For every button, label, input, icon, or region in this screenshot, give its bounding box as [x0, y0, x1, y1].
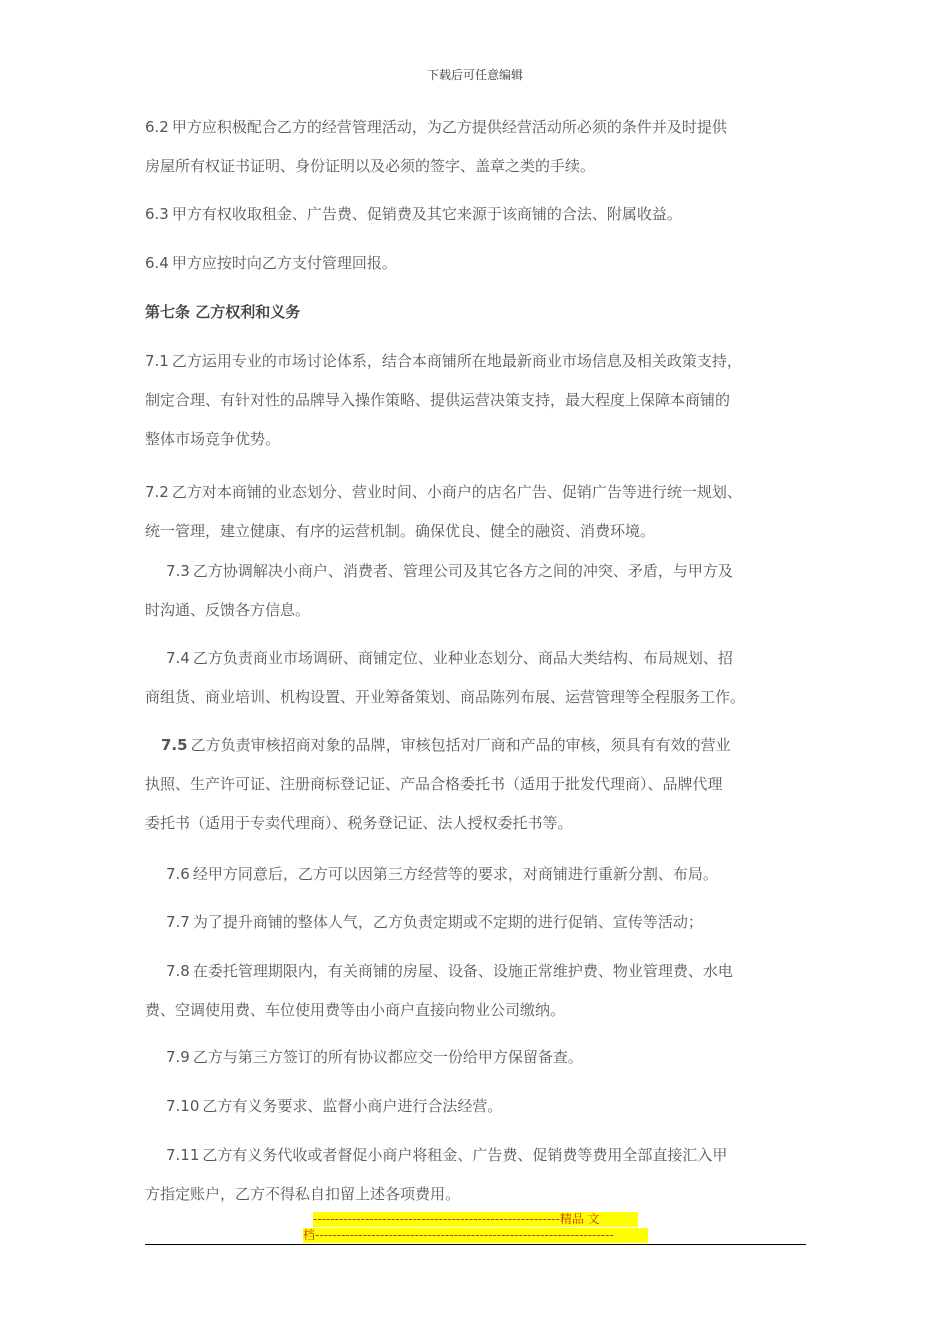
page-header: 下载后可任意编辑 — [426, 68, 523, 82]
clause-text-line: 经甲方同意后，乙方可以因第三方经营等的要求，对商铺进行重新分割、布局。 — [192, 865, 718, 883]
clause-text-line: 房屋所有权证书证明、身份证明以及必须的签字、盖章之类的手续。 — [145, 157, 596, 175]
clause-text-line: 时沟通、反馈各方信息。 — [145, 601, 311, 619]
clause-7-5 — [145, 726, 810, 843]
clause-text-line: 为了提升商铺的整体人气，乙方负责定期或不定期的进行促销、宣传等活动； — [192, 913, 703, 931]
clause-text-line: 委托书（适用于专卖代理商）、税务登记证、法人授权委托书等。 — [145, 814, 573, 832]
clause-text-line: 统一管理，建立健康、有序的运营机制。确保优良、健全的融资、消费环境。 — [145, 522, 656, 540]
clause-text-line: 甲方应按时向乙方支付管理回报。 — [171, 254, 397, 272]
clause-text-line: 乙方对本商铺的业态划分、营业时间、小商户的店名广告、促销广告等进行统一规划、 — [171, 483, 742, 501]
clause-7-9 — [145, 1038, 810, 1077]
clause-number: 7.5 — [161, 736, 188, 754]
clause-number: 6.4 — [145, 254, 169, 272]
clause-number: 7.4 — [166, 649, 190, 667]
clause-text-line: 乙方有义务要求、监督小商户进行合法经营。 — [202, 1097, 503, 1115]
clause-text-line: 商组货、商业培训、机构设置、开业筹备策划、商品陈列布展、运营管理等全程服务工作。 — [145, 688, 746, 706]
clause-text-line: 费、空调使用费、车位使用费等由小商户直接向物业公司缴纳。 — [145, 1001, 566, 1019]
clause-text-line: 乙方有义务代收或者督促小商户将租金、广告费、促销费等费用全部直接汇入甲 — [202, 1146, 728, 1164]
clause-text-line: 乙方负责审核招商对象的品牌，审核包括对厂商和产品的审核，须具有有效的营业 — [190, 736, 731, 754]
clause-6-4 — [145, 244, 810, 283]
clause-7-4 — [145, 639, 810, 717]
clause-text-line: 制定合理、有针对性的品牌导入操作策略、提供运营决策支持，最大程度上保障本商铺的 — [145, 391, 731, 409]
clause-text-line: 甲方应积极配合乙方的经营管理活动，为乙方提供经营活动所必须的条件并及时提供 — [171, 118, 727, 136]
clause-7-6 — [145, 855, 810, 894]
clause-number: 7.9 — [166, 1048, 190, 1066]
footer-watermark-line1: ---------------------------------------------------------精品 文 — [313, 1212, 638, 1227]
clause-text-line: 方指定账户，乙方不得私自扣留上述各项费用。 — [145, 1185, 461, 1203]
clause-6-3 — [145, 195, 810, 234]
clause-7-8 — [145, 952, 810, 1030]
clause-text-line: 执照、生产许可证、注册商标登记证、产品合格委托书（适用于批发代理商）、品牌代理 — [145, 775, 723, 793]
clause-number: 7.6 — [166, 865, 190, 883]
footer-watermark-line2: 档--------------------------------------------------------------------- — [303, 1228, 648, 1243]
clause-number: 7.2 — [145, 483, 169, 501]
clause-7-2 — [145, 473, 810, 551]
clause-7-3 — [145, 552, 810, 630]
section-heading: 第七条 乙方权利和义务 — [145, 303, 301, 321]
clause-number: 6.2 — [145, 118, 169, 136]
clause-text-line: 乙方与第三方签订的所有协议都应交一份给甲方保留备查。 — [192, 1048, 583, 1066]
clause-7-7 — [145, 903, 810, 942]
clause-text-line: 乙方负责商业市场调研、商铺定位、业种业态划分、商品大类结构、布局规划、招 — [192, 649, 733, 667]
clause-text-line: 在委托管理期限内，有关商铺的房屋、设备、设施正常维护费、物业管理费、水电 — [192, 962, 733, 980]
clause-number: 7.7 — [166, 913, 190, 931]
clause-number: 7.8 — [166, 962, 190, 980]
clause-number: 7.3 — [166, 562, 190, 580]
clause-number: 7.1 — [145, 352, 169, 370]
clause-text-line: 甲方有权收取租金、广告费、促销费及其它来源于该商铺的合法、附属收益。 — [171, 205, 682, 223]
clause-number: 7.11 — [166, 1146, 200, 1164]
clause-number: 7.10 — [166, 1097, 200, 1115]
clause-7-10 — [145, 1087, 810, 1126]
clause-text-line: 乙方运用专业的市场讨论体系，结合本商铺所在地最新商业市场信息及相关政策支持， — [171, 352, 742, 370]
clause-number: 6.3 — [145, 205, 169, 223]
clause-text-line: 整体市场竞争优势。 — [145, 430, 281, 448]
clause-7-1 — [145, 342, 810, 459]
footer-divider — [145, 1244, 806, 1245]
clause-7-11 — [145, 1136, 810, 1214]
clause-text-line: 乙方协调解决小商户、消费者、管理公司及其它各方之间的冲突、矛盾，与甲方及 — [192, 562, 733, 580]
clause-6-2 — [145, 108, 810, 186]
